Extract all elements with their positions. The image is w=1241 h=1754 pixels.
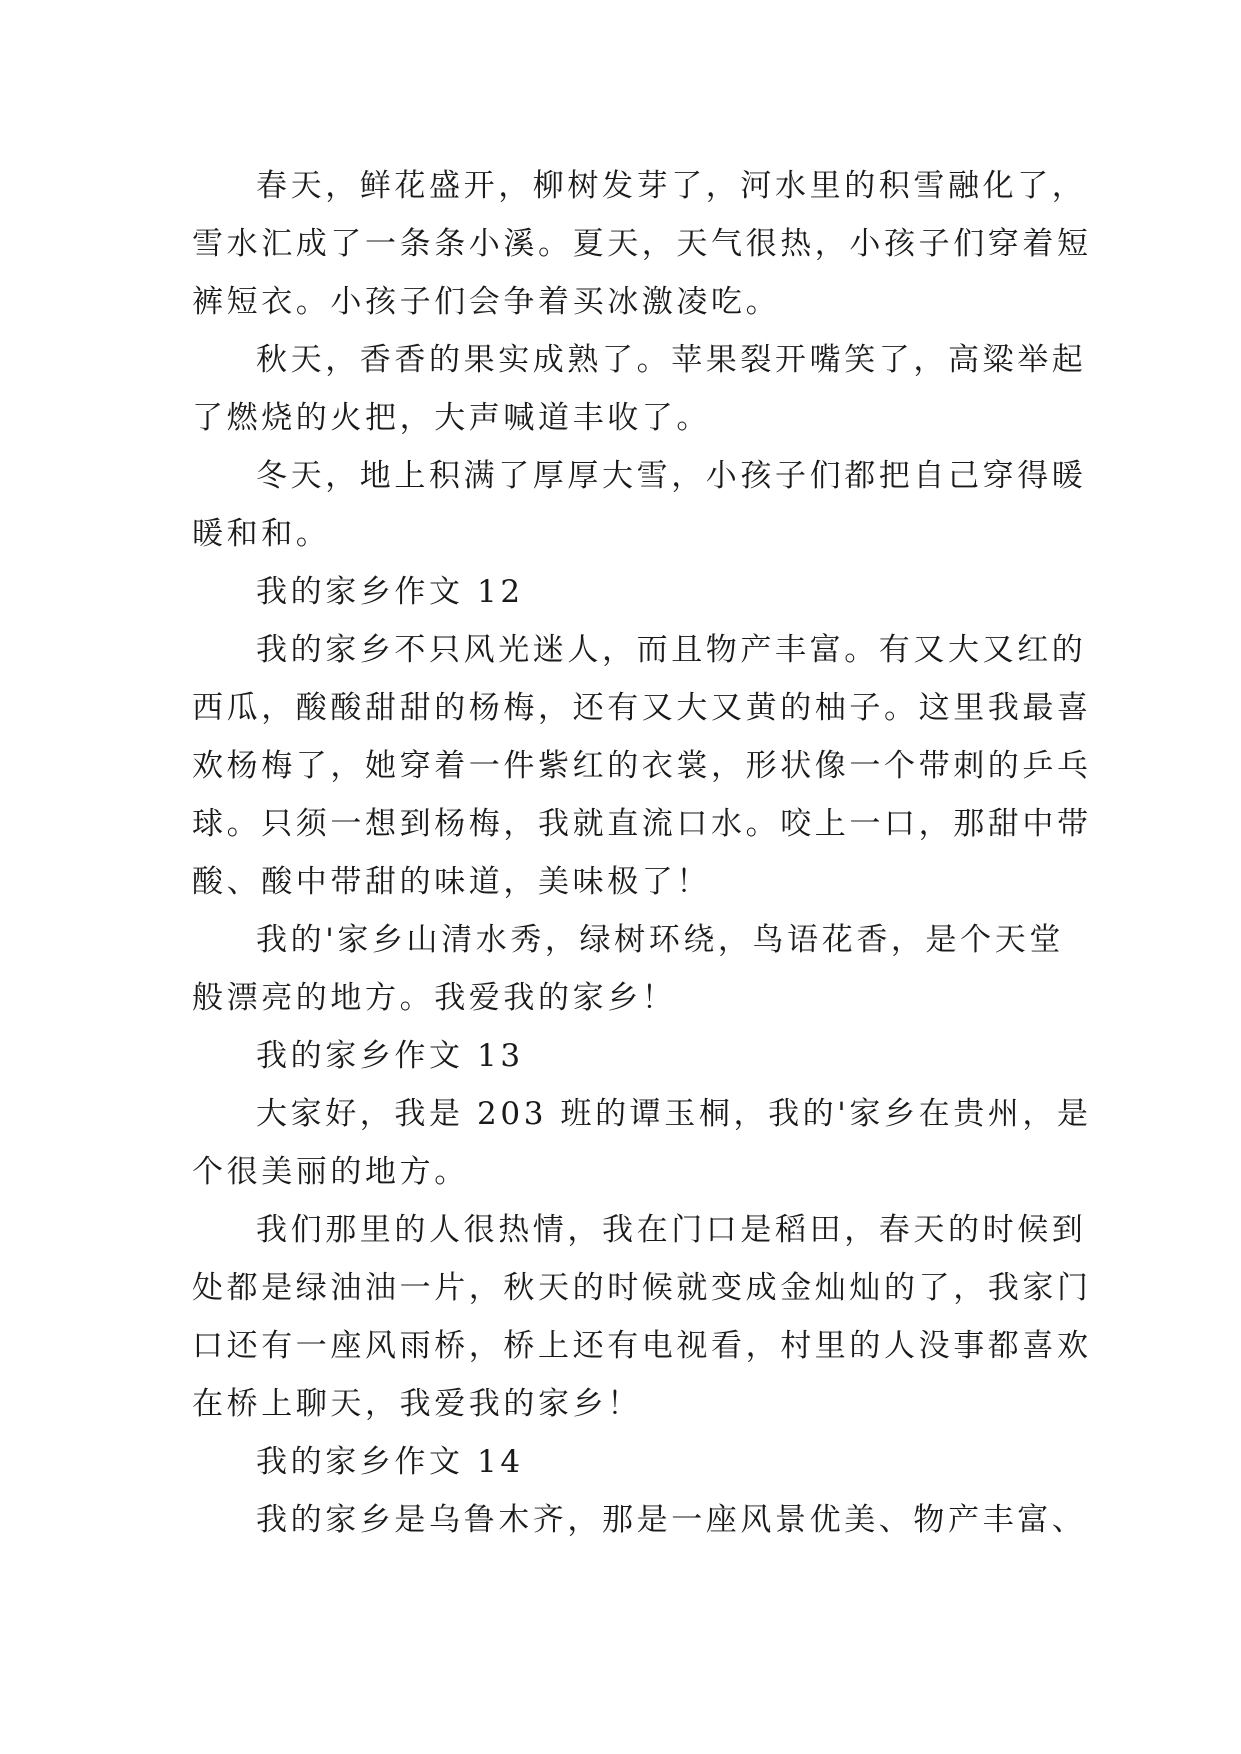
paragraph-line: 裤短衣。小孩子们会争着买冰激凌吃。 xyxy=(192,284,781,320)
paragraph-line: 欢杨梅了，她穿着一件紫红的衣裳，形状像一个带刺的乒乓 xyxy=(192,748,1092,784)
paragraph-line: 我的家乡是乌鲁木齐，那是一座风景优美、物产丰富、 xyxy=(256,1502,1087,1538)
paragraph-line: 暖和和。 xyxy=(192,516,331,552)
paragraph-line: 酸、酸中带甜的味道，美味极了！ xyxy=(192,864,711,900)
section-heading: 我的家乡作文 14 xyxy=(256,1444,524,1480)
paragraph-line: 般漂亮的地方。我爱我的家乡！ xyxy=(192,980,677,1016)
paragraph-line: 大家好，我是 203 班的谭玉桐，我的'家乡在贵州，是 xyxy=(256,1096,1092,1132)
paragraph-line: 处都是绿油油一片，秋天的时候就变成金灿灿的了，我家门 xyxy=(192,1270,1092,1306)
paragraph-line: 了燃烧的火把，大声喊道丰收了。 xyxy=(192,400,711,436)
paragraph-line: 秋天，香香的果实成熟了。苹果裂开嘴笑了，高粱举起 xyxy=(256,342,1087,378)
paragraph-line: 口还有一座风雨桥，桥上还有电视看，村里的人没事都喜欢 xyxy=(192,1328,1092,1364)
paragraph-line: 春天，鲜花盛开，柳树发芽了，河水里的积雪融化了， xyxy=(256,168,1087,204)
paragraph-line: 球。只须一想到杨梅，我就直流口水。咬上一口，那甜中带 xyxy=(192,806,1092,842)
paragraph-line: 我的'家乡山清水秀，绿树环绕，鸟语花香，是个天堂 xyxy=(256,922,1064,958)
section-heading: 我的家乡作文 13 xyxy=(256,1038,524,1074)
paragraph-line: 在桥上聊天，我爱我的家乡！ xyxy=(192,1386,642,1422)
paragraph-line: 雪水汇成了一条条小溪。夏天，天气很热，小孩子们穿着短 xyxy=(192,226,1092,262)
section-heading: 我的家乡作文 12 xyxy=(256,574,524,610)
paragraph-line: 冬天，地上积满了厚厚大雪，小孩子们都把自己穿得暖 xyxy=(256,458,1087,494)
paragraph-line: 我们那里的人很热情，我在门口是稻田，春天的时候到 xyxy=(256,1212,1087,1248)
paragraph-line: 个很美丽的地方。 xyxy=(192,1154,469,1190)
paragraph-line: 我的家乡不只风光迷人，而且物产丰富。有又大又红的 xyxy=(256,632,1087,668)
paragraph-line: 西瓜，酸酸甜甜的杨梅，还有又大又黄的柚子。这里我最喜 xyxy=(192,690,1092,726)
